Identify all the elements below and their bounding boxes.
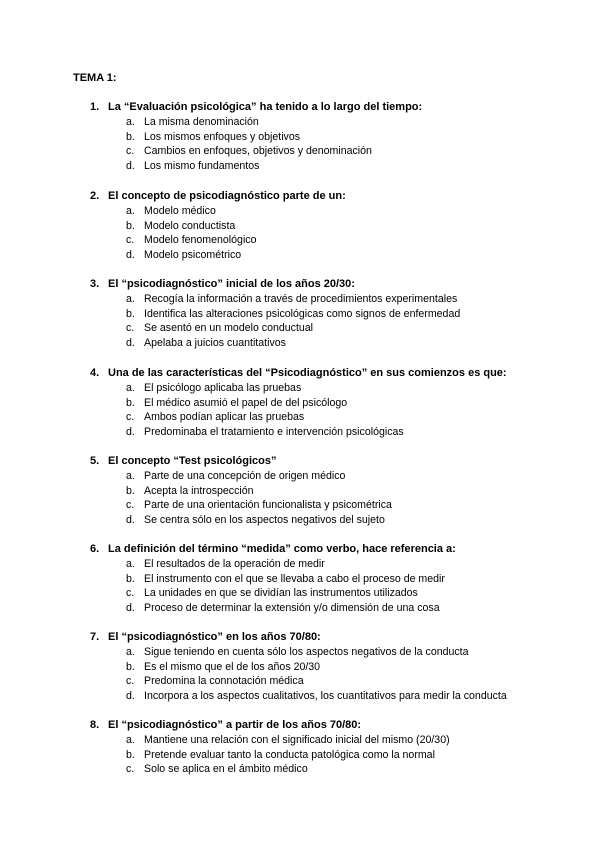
answer-option [90,469,560,484]
option-text: El resultados de la operación de medir [144,558,325,570]
option-letter: b. [126,219,135,232]
option-text: Sigue teniendo en cuenta sólo los aspectos negativos de la conducta [144,646,469,658]
option-letter: c. [126,675,135,687]
answer-option [90,144,560,159]
option-letter: b. [126,660,135,673]
option-text: Se centra sólo en los aspectos negativos del sujeto [144,513,385,526]
answer-option [90,381,560,396]
option-text: Predomina la connotación médica [144,675,304,687]
answer-option [90,321,560,336]
question-text: El “psicodiagnóstico” inicial de los años 20/30: [108,278,355,290]
question-text: El “psicodiagnóstico” en los años 70/80: [108,631,321,643]
option-text: Apelaba a juicios cuantitativos [144,336,286,349]
question-number: 2. [90,190,100,202]
answer-options [90,733,560,777]
answer-options [90,557,560,615]
question-heading [90,718,560,732]
answer-option [90,498,560,513]
option-letter: b. [126,748,135,761]
option-letter: a. [126,734,135,746]
option-letter: a. [126,558,135,570]
option-text: Predominaba el tratamiento e intervención psicológicas [144,425,404,438]
option-text: Cambios en enfoques, objetivos y denominación [144,145,372,157]
question-heading [90,366,560,380]
question-7 [90,630,560,703]
option-text: Modelo psicométrico [144,248,242,261]
question-number: 8. [90,719,100,731]
option-letter: c. [126,411,135,423]
answer-option [90,762,560,777]
option-letter: d. [126,513,135,526]
option-text: Modelo médico [144,205,216,217]
answer-option [90,484,560,499]
option-text: Solo se aplica en el ámbito médico [144,763,308,775]
question-number: 6. [90,543,100,555]
option-letter: b. [126,130,135,143]
option-text: Acepta la introspección [144,484,254,497]
answer-option [90,733,560,748]
option-letter: b. [126,307,135,320]
question-text: La “Evaluación psicológica” ha tenido a lo largo del tiempo: [108,101,423,113]
option-text: Mantiene una relación con el significado inicial del mismo (20/30) [144,734,450,746]
option-text: Los mismo fundamentos [144,159,260,172]
question-text: La definición del término “medida” como verbo, hace referencia a: [108,543,456,555]
option-text: Proceso de determinar la extensión y/o dimensión de una cosa [144,601,440,614]
option-text: Ambos podían aplicar las pruebas [144,411,305,423]
option-text: Modelo conductista [144,219,236,232]
question-number: 5. [90,455,100,467]
answer-option [90,233,560,248]
answer-options [90,204,560,262]
answer-option [90,513,560,528]
question-3 [90,277,560,350]
option-letter: b. [126,396,135,409]
option-text: La unidades en que se dividían las instrumentos utilizados [144,587,418,599]
answer-options [90,292,560,350]
answer-option [90,557,560,572]
option-letter: a. [126,646,135,658]
answer-option [90,115,560,130]
option-text: Pretende evaluar tanto la conducta patológica como la normal [144,748,435,761]
answer-option [90,410,560,425]
option-text: Los mismos enfoques y objetivos [144,130,301,143]
answer-option [90,425,560,440]
answer-options [90,469,560,527]
answer-option [90,204,560,219]
option-text: Es el mismo que el de los años 20/30 [144,660,321,673]
answer-option [90,307,560,322]
answer-option [90,586,560,601]
question-text: El concepto de psicodiagnóstico parte de un: [108,190,346,202]
question-heading [90,454,560,468]
answer-options [90,645,560,703]
option-letter: c. [126,499,135,511]
option-letter: b. [126,572,135,585]
answer-option [90,660,560,675]
answer-option [90,601,560,616]
question-text: El “psicodiagnóstico” a partir de los años 70/80: [108,719,362,731]
question-heading [90,189,560,203]
section-title: TEMA 1: [73,72,117,84]
option-text: La misma denominación [144,116,259,128]
option-letter: d. [126,336,135,349]
question-number: 4. [90,367,100,379]
option-text: Modelo fenomenológico [144,234,257,246]
answer-options [90,115,560,173]
option-letter: a. [126,293,135,305]
question-text: El concepto “Test psicológicos” [108,455,277,467]
option-letter: c. [126,763,135,775]
option-text: El instrumento con el que se llevaba a cabo el proceso de medir [144,572,445,585]
option-letter: a. [126,205,135,217]
option-letter: a. [126,116,135,128]
answer-option [90,689,560,704]
option-letter: d. [126,425,135,438]
question-number: 1. [90,101,100,113]
question-2 [90,189,560,262]
question-5 [90,454,560,527]
answer-options [90,381,560,439]
answer-option [90,572,560,587]
answer-option [90,292,560,307]
question-6 [90,542,560,615]
option-letter: a. [126,470,135,482]
answer-option [90,336,560,351]
question-heading [90,630,560,644]
answer-option [90,130,560,145]
question-text: Una de las características del “Psicodiagnóstico” en sus comienzos es que: [108,367,507,379]
option-letter: c. [126,145,135,157]
question-1 [90,100,560,173]
option-letter: c. [126,234,135,246]
question-8 [90,718,560,777]
answer-option [90,748,560,763]
question-heading [90,277,560,291]
option-text: Se asentó en un modelo conductual [144,322,314,334]
option-letter: d. [126,601,135,614]
option-letter: c. [126,587,135,599]
option-letter: b. [126,484,135,497]
option-letter: a. [126,382,135,394]
question-number: 7. [90,631,100,643]
answer-option [90,396,560,411]
option-letter: c. [126,322,135,334]
answer-option [90,674,560,689]
option-text: Identifica las alteraciones psicológicas como signos de enfermedad [144,307,461,320]
option-letter: d. [126,248,135,261]
answer-option [90,645,560,660]
answer-option [90,248,560,263]
question-heading [90,100,560,114]
question-heading [90,542,560,556]
answer-option [90,159,560,174]
option-text: El psicólogo aplicaba las pruebas [144,382,302,394]
option-text: Incorpora a los aspectos cualitativos, los cuantitativos para medir la conducta [144,689,507,702]
option-text: Parte de una orientación funcionalista y psicométrica [144,499,392,511]
option-letter: d. [126,689,135,702]
option-letter: d. [126,159,135,172]
answer-option [90,219,560,234]
option-text: El médico asumió el papel de del psicólogo [144,396,348,409]
question-4 [90,366,560,439]
option-text: Recogía la información a través de procedimientos experimentales [144,293,458,305]
option-text: Parte de una concepción de origen médico [144,470,346,482]
question-number: 3. [90,278,100,290]
